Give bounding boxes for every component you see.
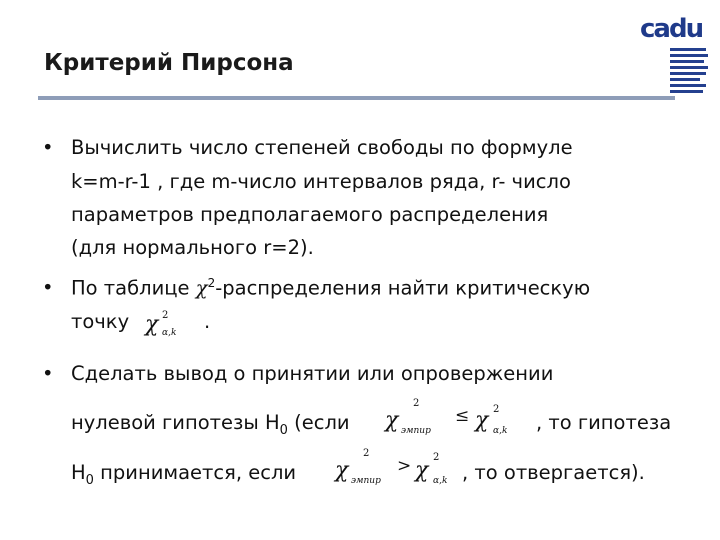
title-underline — [38, 96, 675, 100]
formula-sup: 2 — [363, 448, 370, 459]
formula-chi: χ — [385, 408, 399, 433]
bullet-dot: • — [42, 362, 54, 385]
formula-gt: > — [397, 456, 412, 476]
formula-chi: χ — [145, 312, 159, 337]
bullet-2-text-before: По таблице — [71, 276, 196, 300]
bullet-1-line-2: k=m-r-1 , где m-число интервалов ряда, r- число — [71, 170, 571, 193]
accept-condition-formula — [385, 398, 525, 442]
bullet-dot: • — [42, 136, 54, 159]
formula-sup: 2 — [433, 452, 440, 463]
bullet-2-period: . — [204, 310, 211, 333]
superscript-2: 2 — [207, 276, 216, 290]
bullet-3-line-1: Сделать вывод о принятии или опровержении — [71, 362, 554, 385]
logo-wordmark: cadu — [640, 14, 703, 44]
subscript-0: 0 — [279, 422, 288, 438]
formula-chi: χ — [335, 458, 349, 483]
formula-sub: α,k — [162, 328, 177, 338]
page-title: Критерий Пирсона — [44, 50, 294, 76]
reject-condition-formula — [335, 450, 465, 494]
accepted-text: принимается, если — [93, 461, 297, 484]
bullet-3-line-3 — [71, 461, 296, 488]
bullet-1-line-4: (для нормального r=2). — [71, 236, 314, 259]
university-logo — [640, 14, 703, 94]
formula-sub: α,k — [493, 426, 508, 436]
bullet-3-line-2-end: , то гипотеза — [536, 411, 672, 434]
formula-le: ≤ — [455, 406, 470, 426]
subscript-0: 0 — [85, 472, 94, 488]
formula-sub: эмпир — [401, 426, 431, 436]
logo-text-lines — [670, 48, 712, 96]
if-text: (если — [287, 411, 350, 434]
formula-chi: χ — [415, 458, 429, 483]
formula-sup: 2 — [162, 310, 169, 321]
bullet-2-line-2: точку — [71, 310, 130, 333]
bullet-3-line-3-end: , то отвергается). — [462, 461, 645, 484]
bullet-2-line-1 — [71, 276, 590, 300]
hypothesis-text: нулевой гипотезы H — [71, 411, 280, 434]
formula-chi: χ — [475, 408, 489, 433]
bullet-1-line-1: Вычислить число степеней свободы по формуле — [71, 136, 573, 159]
formula-sub: эмпир — [351, 476, 381, 486]
bullet-3-line-2 — [71, 411, 350, 438]
formula-sub: α,k — [433, 476, 448, 486]
formula-sup: 2 — [413, 398, 420, 409]
formula-sup: 2 — [493, 404, 500, 415]
chi-symbol: χ — [195, 276, 208, 300]
bullet-1-line-3: параметров предполагаемого распределения — [71, 203, 549, 226]
bullet-dot: • — [42, 276, 54, 299]
hypothesis-h: H — [71, 461, 86, 484]
bullet-2-text-after: -распределения найти критическую — [215, 276, 591, 300]
critical-point-formula — [145, 312, 195, 346]
